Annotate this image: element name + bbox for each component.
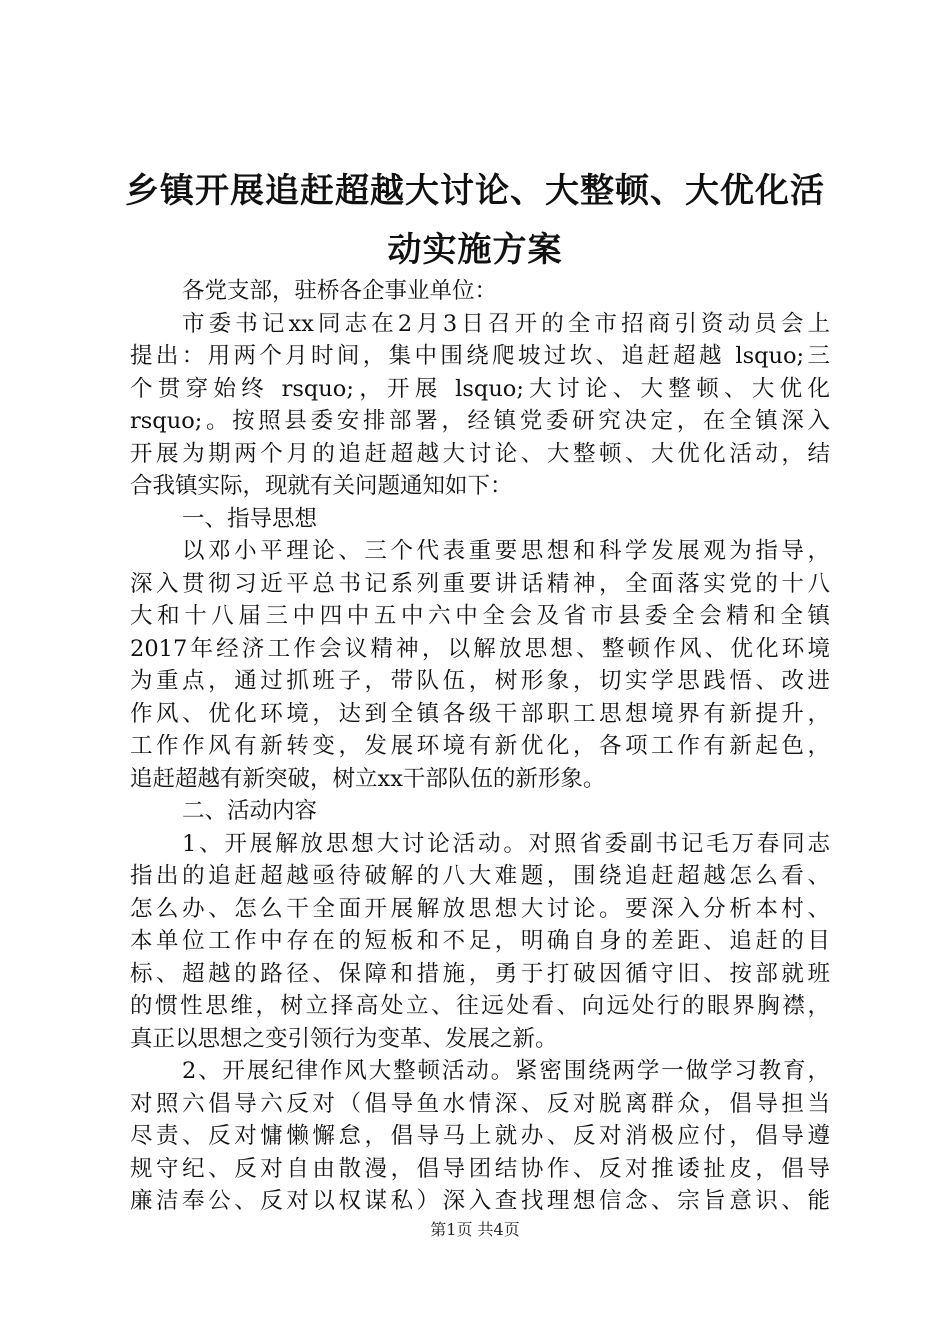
paragraph-line: 的惯性思维，树立择高处立、往远处看、向远处行的眼界胸襟，	[130, 993, 830, 1019]
document-title-line-2: 动实施方案	[387, 230, 563, 270]
paragraph-line: 市委书记xx同志在2月3日召开的全市招商引资动员会上	[182, 310, 830, 337]
paragraph-line: 作风、优化环境，达到全镇各级干部职工思想境界有新提升，	[130, 700, 830, 727]
paragraph-line: 2017年经济工作会议精神，以解放思想、整顿作风、优化环境	[130, 635, 830, 662]
paragraph-line: 大和十八届三中四中五中六中全会及省市县委全会精和全镇	[130, 603, 830, 629]
paragraph-line: 指出的追赶超越亟待破解的八大难题，围绕追赶超越怎么看、	[130, 863, 830, 889]
paragraph-line: 以邓小平理论、三个代表重要思想和科学发展观为指导，	[182, 538, 830, 564]
paragraph-line: 标、超越的路径、保障和措施，勇于打破因循守旧、按部就班	[130, 960, 830, 987]
paragraph-line: 1、开展解放思想大讨论活动。对照省委副书记毛万春同志	[182, 830, 830, 857]
salutation: 各党支部，驻桥各企事业单位：	[182, 278, 498, 304]
section-heading: 二、活动内容	[182, 798, 318, 824]
paragraph-line: rsquo;。按照县委安排部署，经镇党委研究决定，在全镇深入	[130, 408, 830, 434]
paragraph-line: 2、开展纪律作风大整顿活动。紧密围绕两学一做学习教育，	[182, 1058, 830, 1084]
paragraph-line: 规守纪、反对自由散漫，倡导团结协作、反对推诿扯皮，倡导	[130, 1155, 830, 1182]
paragraph-line: 工作作风有新转变，发展环境有新优化，各项工作有新起色，	[130, 733, 830, 759]
paragraph-line: 提出：用两个月时间，集中围绕爬坡过坎、追赶超越 lsquo;三	[130, 343, 830, 369]
paragraph-line: 怎么办、怎么干全面开展解放思想大讨论。要深入分析本村、	[130, 895, 830, 922]
paragraph-line: 尽责、反对慵懒懈怠，倡导马上就办、反对消极应付，倡导遵	[130, 1123, 830, 1149]
section-heading: 一、指导思想	[182, 505, 318, 532]
document-body	[130, 275, 830, 1218]
paragraph-line: 真正以思想之变引领行为变革、发展之新。	[130, 1025, 558, 1052]
document-title-line-1: 乡镇开展追赶超越大讨论、大整顿、大优化活	[125, 171, 825, 211]
paragraph-line: 廉洁奉公、反对以权谋私）深入查找理想信念、宗旨意识、能	[130, 1188, 830, 1214]
paragraph-line: 开展为期两个月的追赶超越大讨论、大整顿、大优化活动，结	[130, 440, 830, 467]
paragraph-line: 本单位工作中存在的短板和不足，明确自身的差距、追赶的目	[130, 928, 830, 954]
paragraph-line: 深入贯彻习近平总书记系列重要讲话精神，全面落实党的十八	[130, 570, 830, 597]
paragraph-line: 追赶超越有新突破，树立xx干部队伍的新形象。	[130, 765, 606, 792]
page-footer: 第1页 共4页	[430, 1220, 520, 1239]
paragraph-line: 对照六倡导六反对（倡导鱼水情深、反对脱离群众，倡导担当	[130, 1090, 830, 1117]
paragraph-line: 为重点，通过抓班子，带队伍，树形象，切实学思践悟、改进	[130, 668, 830, 694]
paragraph-line: 合我镇实际，现就有关问题通知如下：	[130, 473, 513, 499]
paragraph-line: 个贯穿始终 rsquo;，开展 lsquo;大讨论、大整顿、大优化	[130, 375, 830, 402]
